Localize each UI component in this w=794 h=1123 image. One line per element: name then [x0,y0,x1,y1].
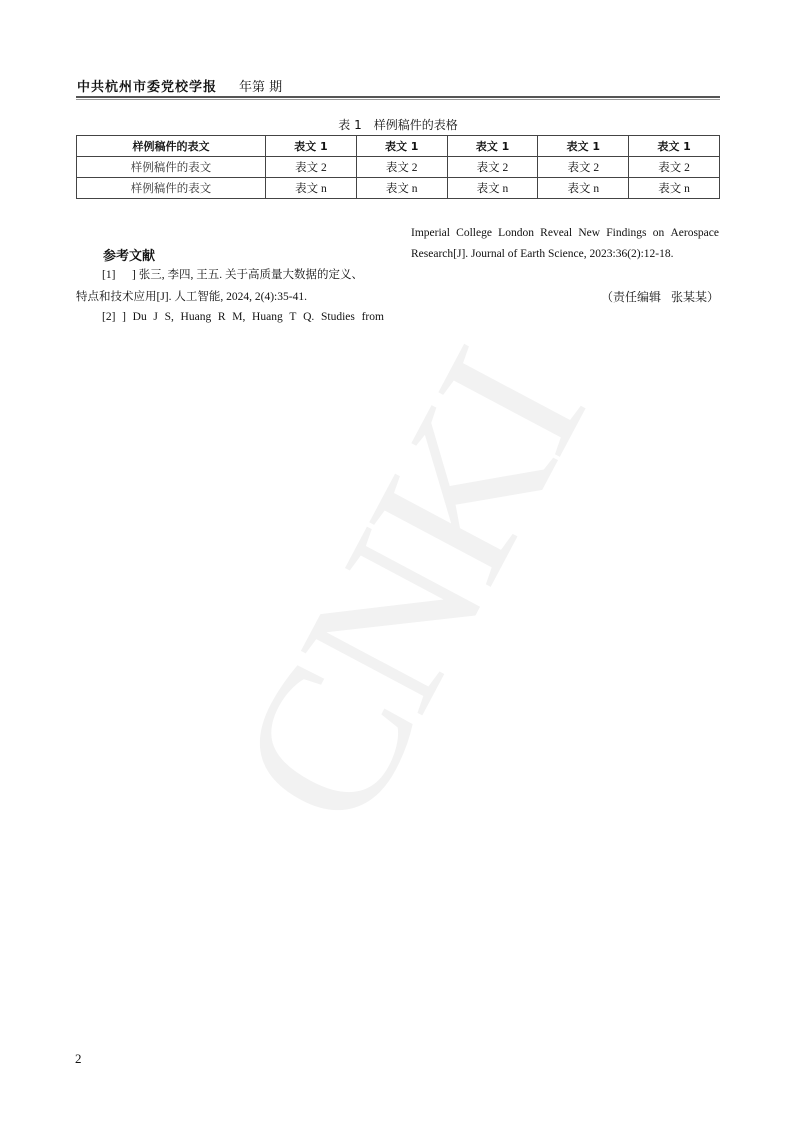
table-header-cell: 表文 1 [629,136,720,157]
reference-2-continuation-line-1 [411,226,719,240]
editor-name: 张某某） [670,290,719,304]
table-header-cell: 表文 1 [538,136,629,157]
table-header-cell: 表文 1 [266,136,357,157]
table-header-cell: 样例稿件的表文 [77,136,266,157]
table-caption [76,116,720,133]
table-cell: 表文 2 [538,157,629,178]
ref-word: London [498,227,534,239]
ref-word: Studies [321,311,355,323]
issue-label: 年第 期 [239,80,283,95]
table-cell: 表文 n [447,178,538,199]
ref-word: J [153,311,158,323]
table-cell: 样例稿件的表文 [77,157,266,178]
ref-word: R [217,311,226,323]
ref-word: Aerospace [670,227,719,239]
reference-1-continuation: 特点和技术应用[J]. 人工智能, 2024, 2(4):35-41. [76,291,307,303]
ref-word: on [652,227,665,239]
header-rule-thin [76,99,720,100]
ref-word: from [361,311,384,323]
ref-word: Q. [303,311,315,323]
reference-2-continuation-line-2: Research[J]. Journal of Earth Science, 2023:36(2):12-18. [411,248,674,260]
table-row [77,178,720,199]
table-cell: 表文 2 [629,157,720,178]
table-cell: 表文 n [266,178,357,199]
table-cell: 表文 2 [356,157,447,178]
table-cell: 表文 n [538,178,629,199]
journal-name: 中共杭州市委党校学报 [77,80,218,95]
running-head [77,76,282,95]
ref-word: College [456,227,492,239]
table-row [77,157,720,178]
ref-word: Findings [606,227,647,239]
table-number: 表 1 [338,118,362,132]
table-cell: 表文 2 [266,157,357,178]
table-header-cell: 表文 1 [356,136,447,157]
reference-2 [102,310,384,324]
reference-number: [1] [102,269,116,281]
cnki-watermark: CNKI [192,319,627,861]
ref-word: New [578,227,601,239]
sample-table [76,135,720,199]
table-cell: 样例稿件的表文 [77,178,266,199]
table-cell: 表文 2 [447,157,538,178]
ref-word: T [289,311,297,323]
reference-1 [102,268,363,282]
reference-text: ] 张三, 李四, 王五. 关于高质量大数据的定义、 [132,269,363,281]
ref-word: Du [132,311,147,323]
header-rule [76,96,720,98]
ref-word: Reveal [540,227,573,239]
table-header-row [77,136,720,157]
ref-word: Imperial [411,227,450,239]
ref-word: ] [122,311,126,323]
page-number: 2 [75,1051,82,1066]
ref-word: Huang [252,311,283,323]
table-cell: 表文 n [629,178,720,199]
table-cell: 表文 n [356,178,447,199]
reference-number: [2] [102,311,116,323]
responsible-editor [560,288,719,305]
ref-word: S, [164,311,174,323]
ref-word: M, [232,311,246,323]
table-header-cell: 表文 1 [447,136,538,157]
editor-label: （责任编辑 [600,290,661,304]
table-title: 样例稿件的表格 [373,118,458,132]
ref-word: Huang [180,311,212,323]
references-heading: 参考文献 [103,249,156,264]
